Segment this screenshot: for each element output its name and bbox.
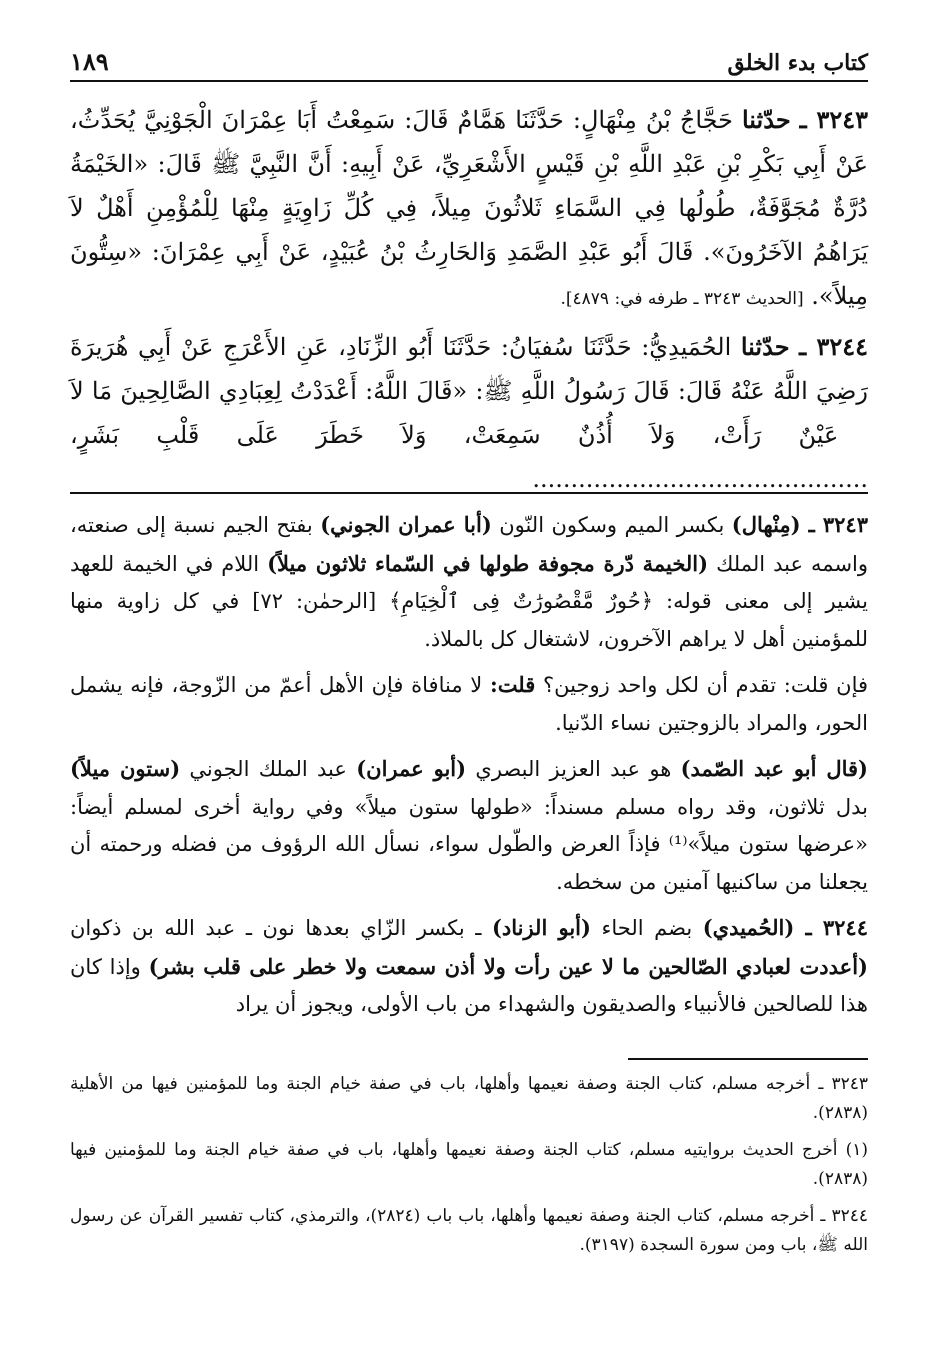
continuation-dots: ............................................ xyxy=(532,465,868,493)
hadith-body: الحُمَيدِيُّ: حَدَّثَنَا سُفيَانُ: حَدَّثَنَا أَبُو الزِّنَادِ، عَنِ الأَعْرَجِ عَنْ أَبِي هُرَيرَةَ رَضِيَ اللَّهُ عَنْهُ قَالَ: قَالَ رَسُولُ اللَّهِ ﷺ: «قَالَ اللَّهُ: أَعْدَدْتُ لِعِبَادِي الصَّالِحِينَ مَا لاَ عَيْنٌ رَأَتْ، وَلاَ أُذُنٌ سَمِعَتْ، وَلاَ خَطَرَ عَلَى قَلْبِ بَشَرٍ، xyxy=(70,333,868,449)
segment: فإن قلت: تقدم أن لكل واحد زوجين؟ xyxy=(535,673,869,697)
segment: عبد الملك الجوني xyxy=(180,757,357,781)
page-header xyxy=(70,38,868,82)
footnotes-section xyxy=(70,1070,868,1268)
book-title: كتاب بدء الخلق xyxy=(727,50,868,76)
segment: هو عبد العزيز البصري xyxy=(466,757,681,781)
segment: بدل ثلاثون، وقد رواه مسلم مسنداً: «طولها ستون ميلاً» وفي رواية أخرى لمسلم أيضاً: «عرضها ستون ميلاً»⁽¹⁾ فإذاً العرض والطّول سواء، نسأل الله الرؤوف من فضله ورحمته أن يجعلنا من ساكنيها آمنين من سخطه. xyxy=(70,794,868,894)
commentary-paragraph xyxy=(70,506,868,658)
commentary-paragraph xyxy=(70,666,868,742)
segment: اللام في الخيمة للعهد يشير إلى معنى قوله: ﴿حُورٌ مَّقْصُورَٰتٌ فِى ٱلْخِيَامِ﴾ [الرحمٰن: ٧٢] في كل زاوية منها للمؤمنين أهل لا يراهم الآخرون، لاشتغال كل بالملاذ. xyxy=(70,551,868,651)
segment: (قال أبو عبد الصّمد) xyxy=(680,756,868,781)
segment: بضم الحاء xyxy=(590,916,703,940)
hadith-lead-word: حدّثنا xyxy=(741,105,791,134)
segment: (ستون ميلاً) xyxy=(70,756,181,781)
hadith-text-section xyxy=(70,98,868,505)
commentary-paragraph xyxy=(70,909,868,1024)
page-number: ١٨٩ xyxy=(70,47,109,76)
segment: (أبو الزناد) xyxy=(491,915,591,940)
hadith-number: ٣٢٤٤ ـ xyxy=(799,332,868,361)
hadith-lead-word: حدّثنا xyxy=(740,332,790,361)
hadith-number: ٣٢٤٣ ـ xyxy=(799,105,868,134)
segment: وإذا كان هذا للصالحين فالأنبياء والصديقون والشهداء من باب الأولى، ويجوز أن يراد xyxy=(70,954,868,1016)
segment: (أبا عمران الجوني) xyxy=(320,512,492,537)
commentary-section xyxy=(70,506,868,1032)
footnote-divider xyxy=(628,1058,868,1060)
footnote: ٣٢٤٣ ـ أخرجه مسلم، كتاب الجنة وصفة نعيمها وأهلها، باب في صفة خيام الجنة وما للمؤمنين فيها من الأهلية (٢٨٣٨). xyxy=(70,1074,868,1123)
segment: (الخيمة دّرة مجوفة طولها في السّماء ثلاثون ميلاً) xyxy=(267,550,709,576)
footnote: (١) أخرج الحديث بروايتيه مسلم، كتاب الجنة وصفة نعيمها وأهلها، باب في صفة خيام الجنة وما للمؤمنين فيها (٢٨٣٨). xyxy=(70,1140,868,1189)
segment: (أعددت لعبادي الصّالحين ما لا عين رأت ولا أذن سمعت ولا خطر على قلب بشر) xyxy=(148,953,868,979)
segment: ـ بكسر الزّاي بعدها نون ـ عبد الله بن ذكوان xyxy=(70,916,492,940)
hadith-body: حَجَّاجُ بْنُ مِنْهَالٍ: حَدَّثَنَا هَمَّامٌ قَالَ: سَمِعْتُ أَبَا عِمْرَانَ الْجَوْنِيَّ يُحَدِّثُ، عَنْ أَبِي بَكْرِ بْنِ عَبْدِ اللَّهِ بْنِ قَيْسٍ الأَشْعَرِيِّ، عَنْ أَبِيهِ: أَنَّ النَّبِيَّ ﷺ قَالَ: «الخَيْمَةُ دُرَّةٌ مُجَوَّفَةٌ، طُولُها فِي السَّمَاءِ ثَلاثُونَ مِيلاً، فِي كُلِّ زَاوِيَةٍ مِنْهَا لِلْمُؤْمِنِ أَهْلٌ لاَ يَرَاهُمُ الآخَرُونَ». قَالَ أَبُو عَبْدِ الصَّمَدِ وَالحَارِثُ بْنُ عُبَيْدٍ، عَنْ أَبِي عِمْرَانَ: «سِتُّونَ مِيلاً». xyxy=(70,106,868,310)
segment: لا منافاة فإن الأهل أعمّ من الزّوجة، فإنه يشمل الحور، والمراد بالزوجتين نساء الدّنيا. xyxy=(70,673,868,735)
hadith-reference: [الحديث ٣٢٤٣ ـ طرفه في: ٤٨٧٩]. xyxy=(560,289,804,309)
footnote: ٣٢٤٤ ـ أخرجه مسلم، كتاب الجنة وصفة نعيمها وأهلها، باب باب (٢٨٢٤)، والترمذي، كتاب تفسير القرآن عن رسول الله ﷺ، باب ومن سورة السجدة (٣١٩٧). xyxy=(70,1206,868,1255)
segment: بفتح الجيم نسبة إلى صنعته، واسمه عبد الملك xyxy=(70,513,869,576)
segment: (أبو عمران) xyxy=(356,756,467,781)
segment: قلت: xyxy=(489,672,536,697)
hadith-3243 xyxy=(70,98,868,321)
commentary-paragraph xyxy=(70,750,868,901)
segment: ٣٢٤٣ ـ (مِنْهال) xyxy=(731,512,868,537)
hadith-3244 xyxy=(70,325,868,501)
section-divider xyxy=(70,492,868,494)
segment: ٣٢٤٤ ـ (الحُميدي) xyxy=(702,915,868,940)
segment: بكسر الميم وسكون النّون xyxy=(491,513,732,537)
